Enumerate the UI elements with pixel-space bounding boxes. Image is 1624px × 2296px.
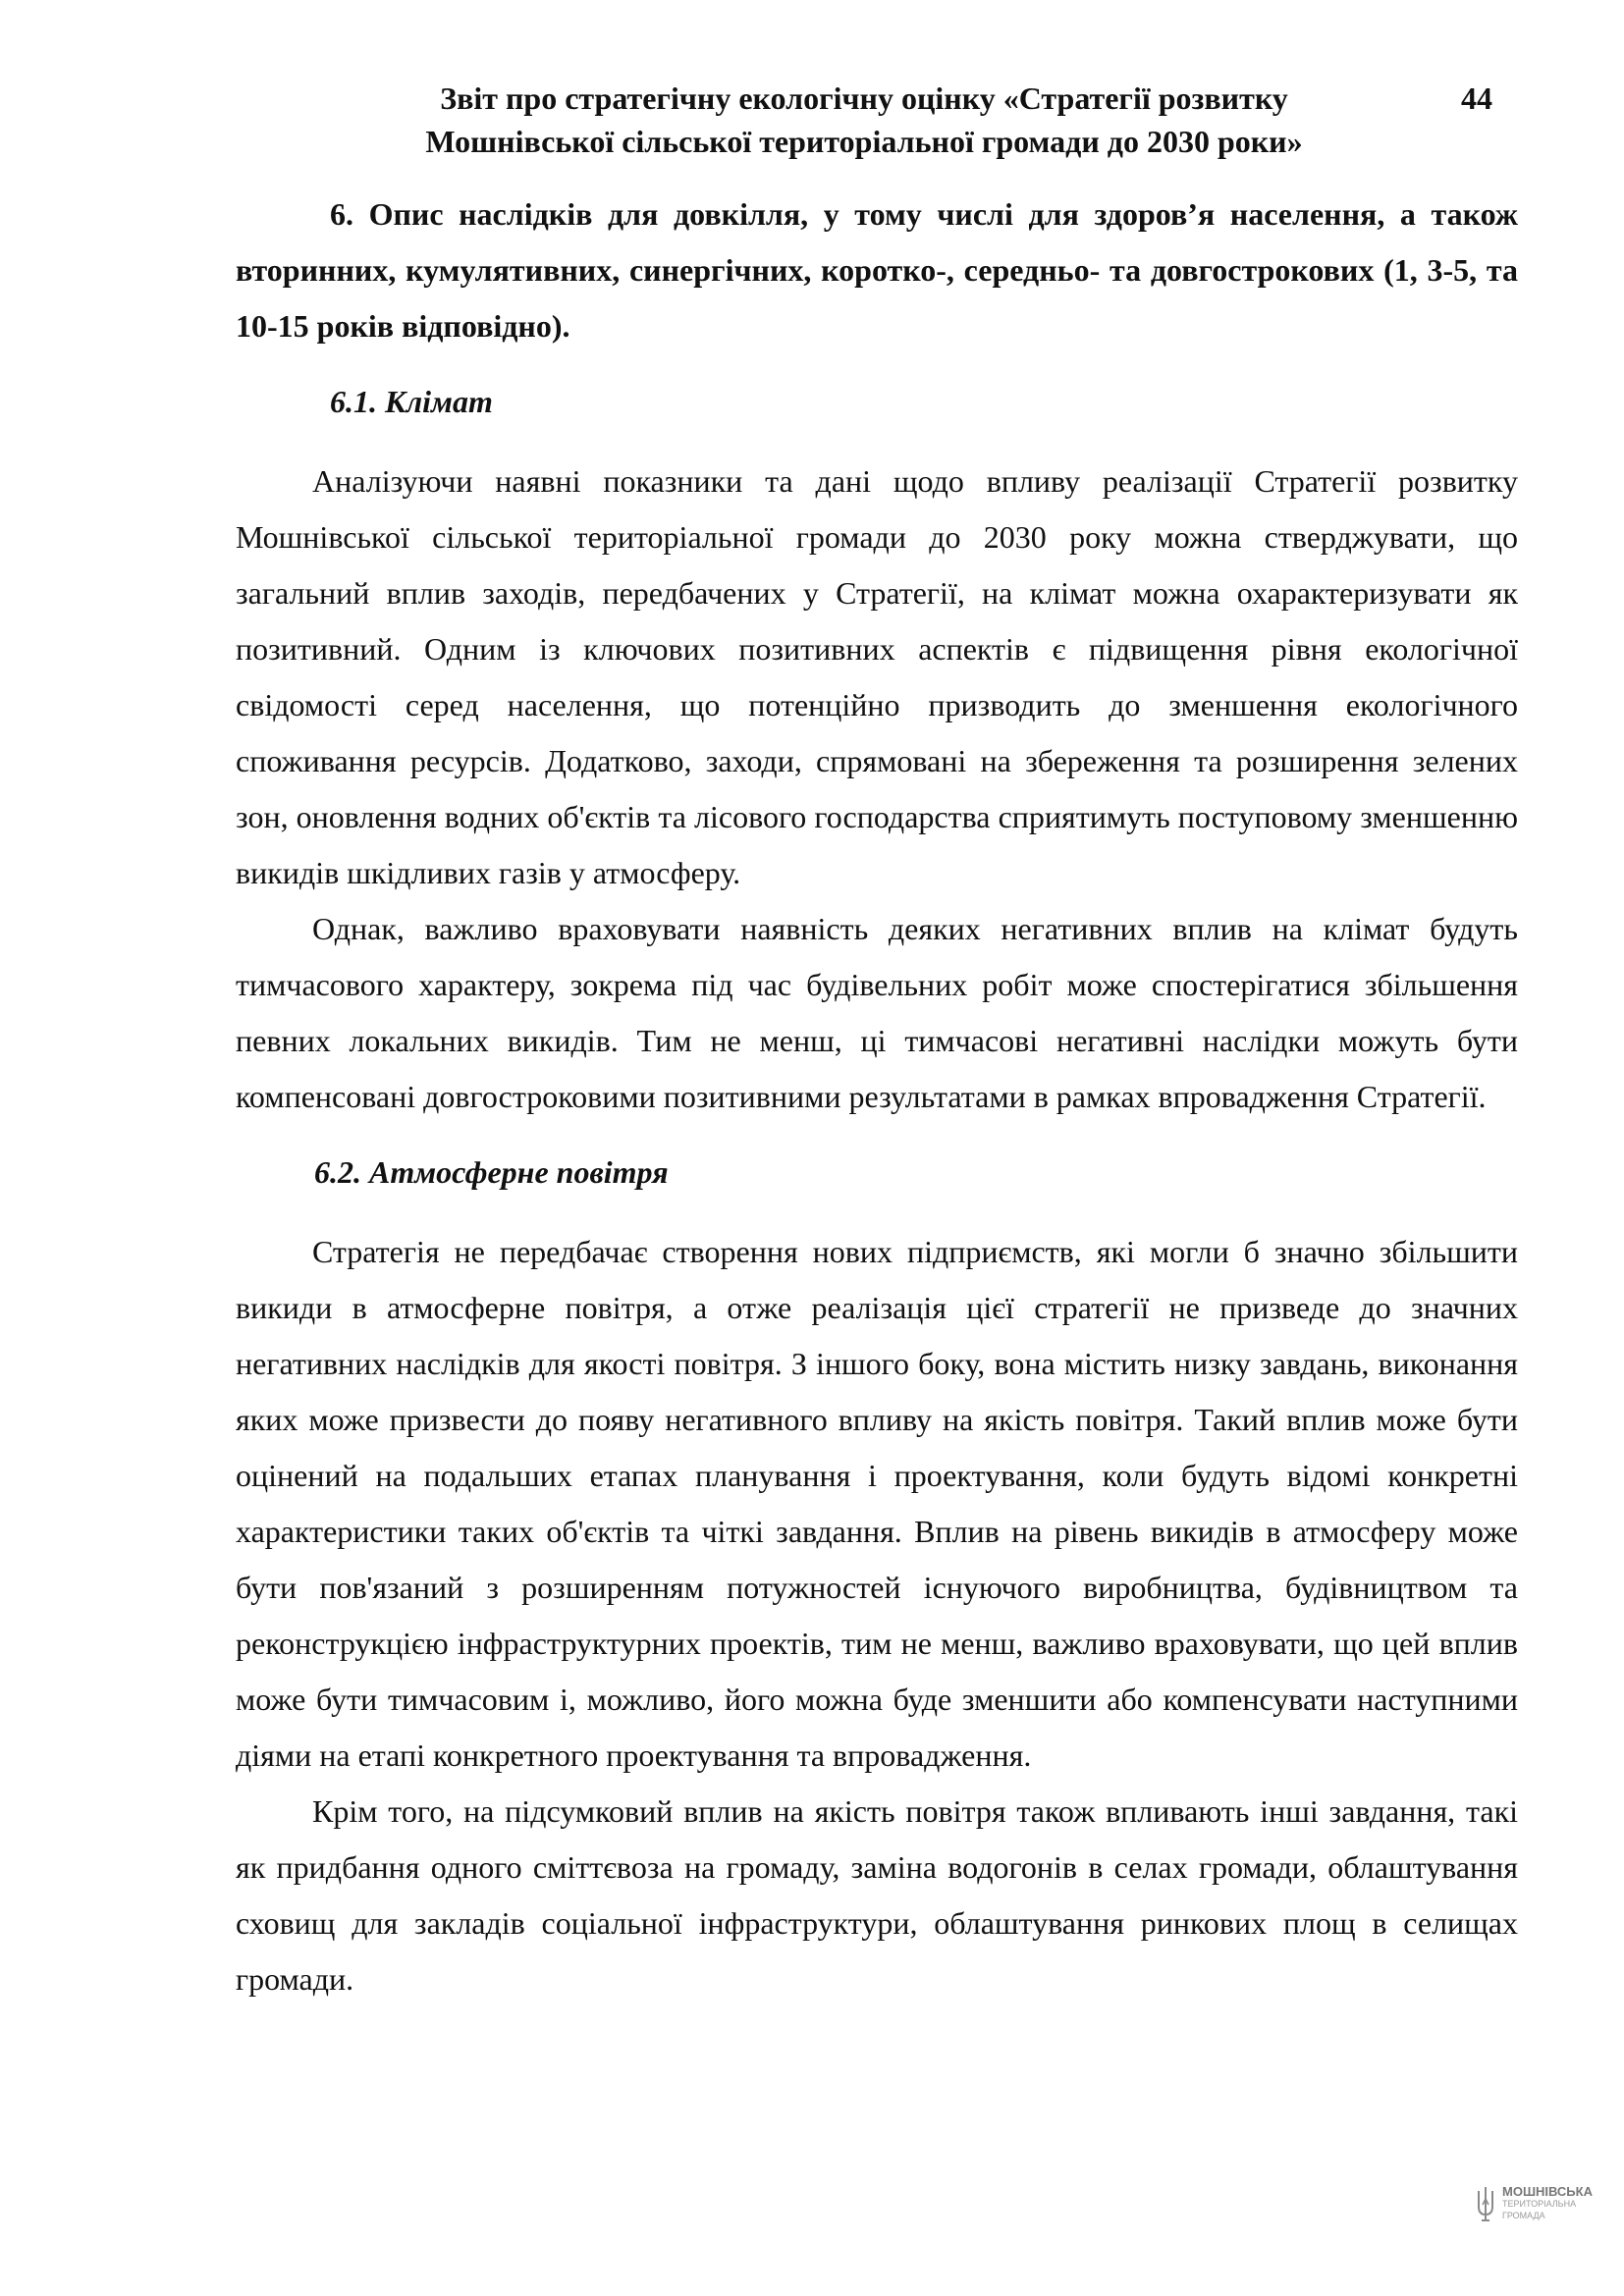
logo-line-2: ТЕРИТОРІАЛЬНА	[1502, 2199, 1577, 2209]
logo-name: МОШНІВСЬКА	[1502, 2184, 1593, 2199]
subsection-heading-climate: 6.1. Клімат	[330, 384, 493, 419]
paragraph: Стратегія не передбачає створення нових підприємств, які могли б значно збільшити викиди в атмосферне повітря, а отже реалізація цієї стратегії не призведе до значних негативних наслідків для якості повітря. З іншого боку, вона містить низку завдань, виконання яких може призвести до появу негативного впливу на якість повітря. Такий вплив може бути оцінений на подальших етапах планування і проектування, коли будуть відомі конкретні характеристики таких об'єктів та чіткі завдання. Вплив на рівень викидів в атмосферу може бути пов'язаний з розширенням потужностей існуючого виробництва, будівництвом та реконструкцією інфраструктурних проектів, тим не менш, важливо враховувати, що цей вплив може бути тимчасовим і, можливо, його можна буде зменшити або компенсувати наступними діями на етапі конкретного проектування та впровадження.	[236, 1234, 1518, 1773]
paragraph: Аналізуючи наявні показники та дані щодо впливу реалізації Стратегії розвитку Мошнівської сільської територіальної громади до 2030 року можна стверджувати, що загальний вплив заходів, передбачених у Стратегії, на клімат можна охарактеризувати як позитивний. Одним із ключових позитивних аспектів є підвищення рівня екологічної свідомості серед населення, що потенційно призводить до зменшення екологічного споживання ресурсів. Додатково, заходи, спрямовані на збереження та розширення зелених зон, оновлення водних об'єктів та лісового господарства сприятимуть поступовому зменшенню викидів шкідливих газів у атмосферу.	[236, 463, 1518, 890]
logo-line-3: ГРОМАДА	[1502, 2211, 1545, 2220]
section-title: 6. Опис наслідків для довкілля, у тому числі для здоров’я населення, а також вторинних, кумулятивних, синергічних, коротко-, середньо- та довгострокових (1, 3-5, та 10-15 років відповідно).	[236, 196, 1518, 344]
subsection-heading-air: 6.2. Атмосферне повітря	[314, 1154, 669, 1190]
logo-text	[1502, 2186, 1593, 2221]
paragraph: Однак, важливо враховувати наявність деяких негативних вплив на клімат будуть тимчасового характеру, зокрема під час будівельних робіт може спостерігатися збільшення певних локальних викидів. Тим не менш, ці тимчасові негативні наслідки можуть бути компенсовані довгостроковими позитивними результатами в рамках впровадження Стратегії.	[236, 911, 1518, 1114]
header-line-2: Мошнівської сільської територіальної громади до 2030 роки»	[425, 124, 1303, 159]
community-logo	[1475, 2179, 1612, 2228]
paragraph: Крім того, на підсумковий вплив на якість повітря також впливають інші завдання, такі як придбання одного сміттєвоза на громаду, заміна водогонів в селах громади, облаштування сховищ для закладів соціальної інфраструктури, облаштування ринкових площ в селищах громади.	[236, 1793, 1518, 1997]
page-number: 44	[1461, 80, 1492, 116]
document-body	[236, 187, 1518, 2007]
running-header	[373, 77, 1355, 163]
trident-emblem-icon	[1475, 2185, 1496, 2222]
header-line-1: Звіт про стратегічну екологічну оцінку «Стратегії розвитку	[440, 80, 1288, 116]
